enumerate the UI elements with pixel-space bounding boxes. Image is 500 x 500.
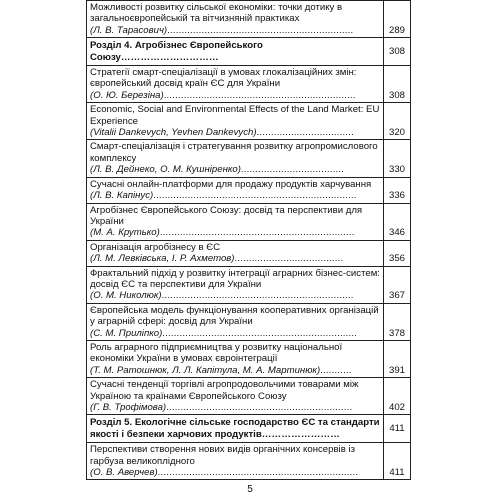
leader-dots: ...........: [320, 364, 352, 376]
leader-dots: .......................................................................: [153, 190, 357, 202]
toc-entry-text: [87, 340, 384, 377]
toc-entry-text: [87, 443, 384, 480]
leader-dots: ....................................................................: [159, 227, 355, 239]
toc-entry-text: [87, 303, 384, 340]
leader-dots: ....................................: [240, 164, 345, 176]
leader-dots: ..................................: [256, 127, 354, 139]
toc-page-number: 330: [384, 140, 411, 177]
toc-entry-row: [87, 66, 411, 103]
leader-dots: ......................................: [234, 253, 344, 265]
entry-author: (Л. В. Тарасович): [90, 24, 168, 36]
entry-author-line: [90, 127, 381, 138]
entry-author-line: [90, 90, 381, 101]
entry-title: Перспективи створення нових видів органічних консервів із гарбуза великоплідного: [90, 444, 355, 467]
toc-section-row: [87, 415, 411, 443]
entry-title: Європейська модель функціонування кооперативних організацій у аграрній сфері: досвід для України: [90, 304, 379, 328]
page-number: 5: [247, 484, 253, 495]
entry-title: Можливості розвитку сільської економіки: точки дотику в загальноєвропейській та вітчизняній практиках: [90, 2, 343, 25]
entry-author: (О. Ю. Березіна): [90, 89, 164, 101]
entry-author: (М. А. Крутько): [90, 227, 160, 239]
toc-page-number: 289: [384, 1, 411, 38]
entry-author: (Т. М. Ратошнюк, Л. Л. Капітула, М. А. Мартинюк): [90, 364, 321, 376]
entry-author: (С. М. Приліпко): [90, 327, 163, 339]
entry-title: Стратегії смарт-спеціалізації в умовах глокалізаційних змін: європейський досвід країн ЄС для України: [90, 67, 357, 90]
toc-body: [87, 1, 411, 480]
toc-table: [86, 0, 411, 480]
entry-title: Economic, Social and Environmental Effects of the Land Market: EU Experience: [90, 104, 380, 127]
entry-title: Агробізнес Європейського Союзу: досвід та перспективи для України: [90, 204, 363, 227]
toc-page-number: 308: [384, 38, 411, 66]
toc-page-number: 336: [384, 177, 411, 203]
entry-author: (О. М. Николюк): [90, 290, 162, 302]
toc-entry-text: [87, 103, 384, 140]
toc-entry-text: [87, 177, 384, 203]
toc-page-number: 346: [384, 203, 411, 240]
toc-page-number: 367: [384, 266, 411, 303]
entry-author-line: [90, 25, 381, 36]
toc-entry-text: [87, 266, 384, 303]
toc-section-row: [87, 38, 411, 66]
toc-entry-row: [87, 303, 411, 340]
leader-dots: .................................................................: [166, 402, 353, 413]
entry-author-line: [90, 227, 381, 238]
entry-author: (Л. М. Левківська, І. Р. Ахметов): [90, 253, 235, 265]
toc-entry-text: [87, 66, 384, 103]
toc-page-number: 378: [384, 303, 411, 340]
toc-page-number: 356: [384, 240, 411, 266]
section-title: Розділ 4. Агробізнес Європейського Союзу: [90, 40, 263, 63]
toc-entry-row: [87, 266, 411, 303]
toc-page-number: 402: [384, 378, 411, 415]
entry-author-line: [90, 190, 381, 201]
toc-entry-row: [87, 340, 411, 377]
toc-entry-text: [87, 240, 384, 266]
entry-title: Фрактальний підхід у розвитку інтеграції аграрних бізнес-систем: досвід ЄС та перспективи для України: [90, 267, 380, 290]
entry-author-line: [90, 365, 381, 376]
toc-entry-row: [87, 240, 411, 266]
toc-page-number: 391: [384, 340, 411, 377]
toc-entry-text: [87, 203, 384, 240]
entry-author: (Г. В. Трофімова): [90, 402, 167, 413]
entry-author-line: [90, 164, 381, 175]
leader-dots: ...................................................................: [161, 290, 354, 302]
toc-entry-row: [87, 177, 411, 203]
toc-entry-row: [87, 378, 411, 415]
entry-author-line: [90, 402, 381, 413]
toc-entry-row: [87, 203, 411, 240]
entry-title: Роль аграрного підприємництва у розвитку національної економіки України в умовах євроінтеграції: [90, 341, 343, 365]
toc-entry-row: [87, 103, 411, 140]
entry-author-line: [90, 328, 381, 339]
leader-dots: ....................................................................: [162, 327, 358, 339]
leader-dots: ......................................................................: [157, 467, 359, 479]
leader-dots: .................................................................: [167, 24, 354, 36]
entry-author-line: [90, 467, 381, 478]
entry-author-line: [90, 253, 381, 264]
toc-page-number: 320: [384, 103, 411, 140]
entry-title: Смарт-спеціалізація і стратегування розвитку агропромислового комплексу: [90, 141, 378, 164]
toc-entry-text: [87, 1, 384, 38]
toc-entry-text: [87, 415, 384, 443]
toc-page-number: 308: [384, 66, 411, 103]
entry-author-line: [90, 290, 381, 301]
toc-entry-text: [87, 378, 384, 415]
toc-page-number: 411: [384, 415, 411, 443]
toc-entry-row: [87, 140, 411, 177]
entry-author: (О. В. Аверчев): [90, 467, 158, 479]
leader-dots: ……………………: [261, 428, 341, 440]
entry-title: Організація агробізнесу в ЄС: [90, 241, 221, 253]
leader-dots: ...................................................................: [163, 89, 356, 101]
toc-entry-row: [87, 443, 411, 480]
toc-entry-text: [87, 140, 384, 177]
entry-author: (Л. В. Капінус): [90, 190, 154, 202]
toc-entry-row: [87, 1, 411, 38]
leader-dots: …………………………: [120, 51, 219, 63]
entry-author: (Л. В. Дейнеко, О. М. Кушніренко): [90, 164, 241, 176]
entry-title: Сучасні тенденції торгівлі агропродовольчими товарами між Україною та країнами Європейського Союзу: [90, 379, 359, 402]
section-title: Розділ 5. Екологічне сільське господарство ЄС та стандарти якості і безпеки харчових продуктів: [90, 417, 380, 440]
toc-entry-text: [87, 38, 384, 66]
toc-page-number: 411: [384, 443, 411, 480]
entry-author: (Vitalii Dankevych, Yevhen Dankevych): [90, 127, 257, 139]
entry-title: Сучасні онлайн-платформи для продажу продуктів харчування: [90, 178, 372, 190]
